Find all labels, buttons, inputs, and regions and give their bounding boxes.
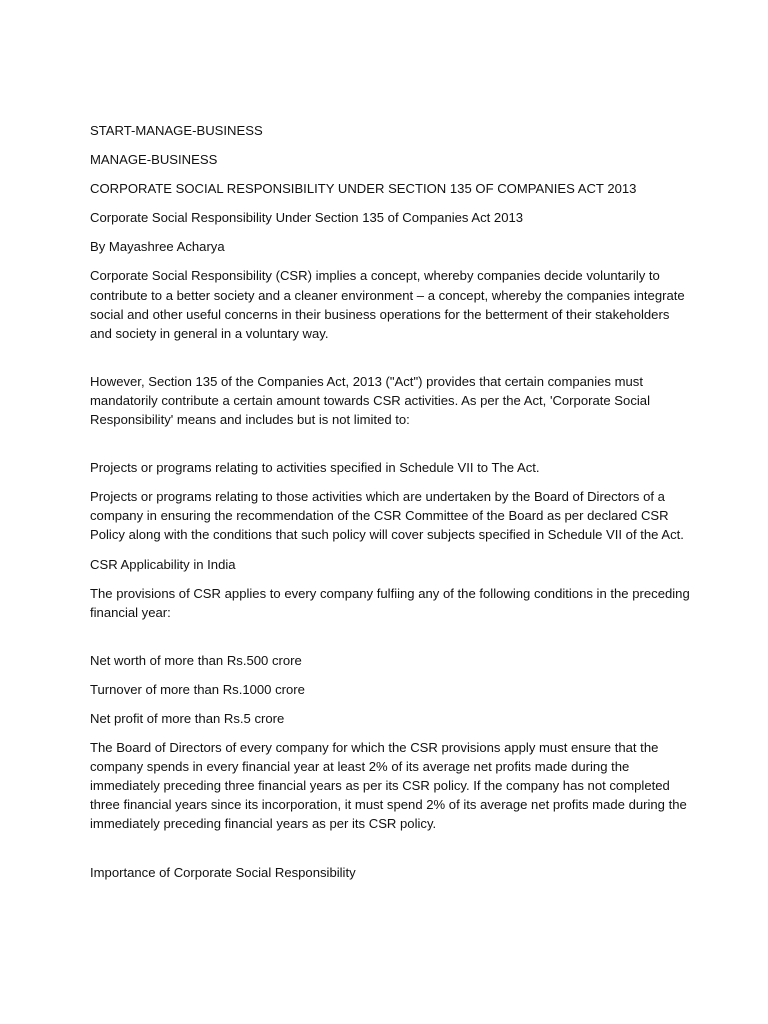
paragraph-section-135: However, Section 135 of the Companies Act, 2013 ("Act") provides that certain companies must mandatorily contribute a certain amount towards CSR activities. As per the Act, 'Corporate Social Responsibility' means and includes but is not limited to: — [90, 373, 650, 428]
author-byline: By Mayashree Acharya — [90, 239, 225, 255]
paragraph-csr-definition: Corporate Social Responsibility (CSR) implies a concept, whereby companies decide voluntarily to contribute to a better society and a cleaner environment – a concept, whereby the companies integrate social and other useful concerns in their business operations for the betterment of their stakeholders and society in general in a voluntary way. — [90, 268, 685, 341]
paragraph-provisions: The provisions of CSR applies to every company fulfiing any of the following conditions in the preceding financial year: — [90, 585, 690, 620]
breadcrumb-manage-business: MANAGE-BUSINESS — [90, 152, 218, 168]
paragraph-board-obligations: The Board of Directors of every company for which the CSR provisions apply must ensure that the company spends in every financial year at least 2% of its average net profits made during the immediately preceding three financial years as per its CSR policy. If the company has not completed three financial years since its incorporation, it must spend 2% of its average net profits made during the immediately preceding financial years as per its CSR policy. — [90, 740, 687, 832]
section-heading-applicability: CSR Applicability in India — [90, 556, 236, 572]
list-item-board-projects: Projects or programs relating to those activities which are undertaken by the Board of Directors of a company in ensuring the recommendation of the CSR Committee of the Board as per declared CSR Policy along with the conditions that such policy will cover subjects specified in Schedule VII of the Act. — [90, 489, 684, 543]
list-item-net-worth: Net worth of more than Rs.500 crore — [90, 652, 302, 668]
breadcrumb-start-manage-business: START-MANAGE-BUSINESS — [90, 123, 263, 138]
document-body — [90, 121, 690, 892]
section-heading-importance: Importance of Corporate Social Responsibility — [90, 864, 356, 880]
list-item-schedule-vii: Projects or programs relating to activities specified in Schedule VII to The Act. — [90, 460, 540, 476]
article-title: Corporate Social Responsibility Under Section 135 of Companies Act 2013 — [90, 210, 524, 226]
list-item-turnover: Turnover of more than Rs.1000 crore — [90, 681, 305, 697]
page-title-uppercase: CORPORATE SOCIAL RESPONSIBILITY UNDER SECTION 135 OF COMPANIES ACT 2013 — [90, 181, 637, 197]
list-item-net-profit: Net profit of more than Rs.5 crore — [90, 710, 285, 726]
